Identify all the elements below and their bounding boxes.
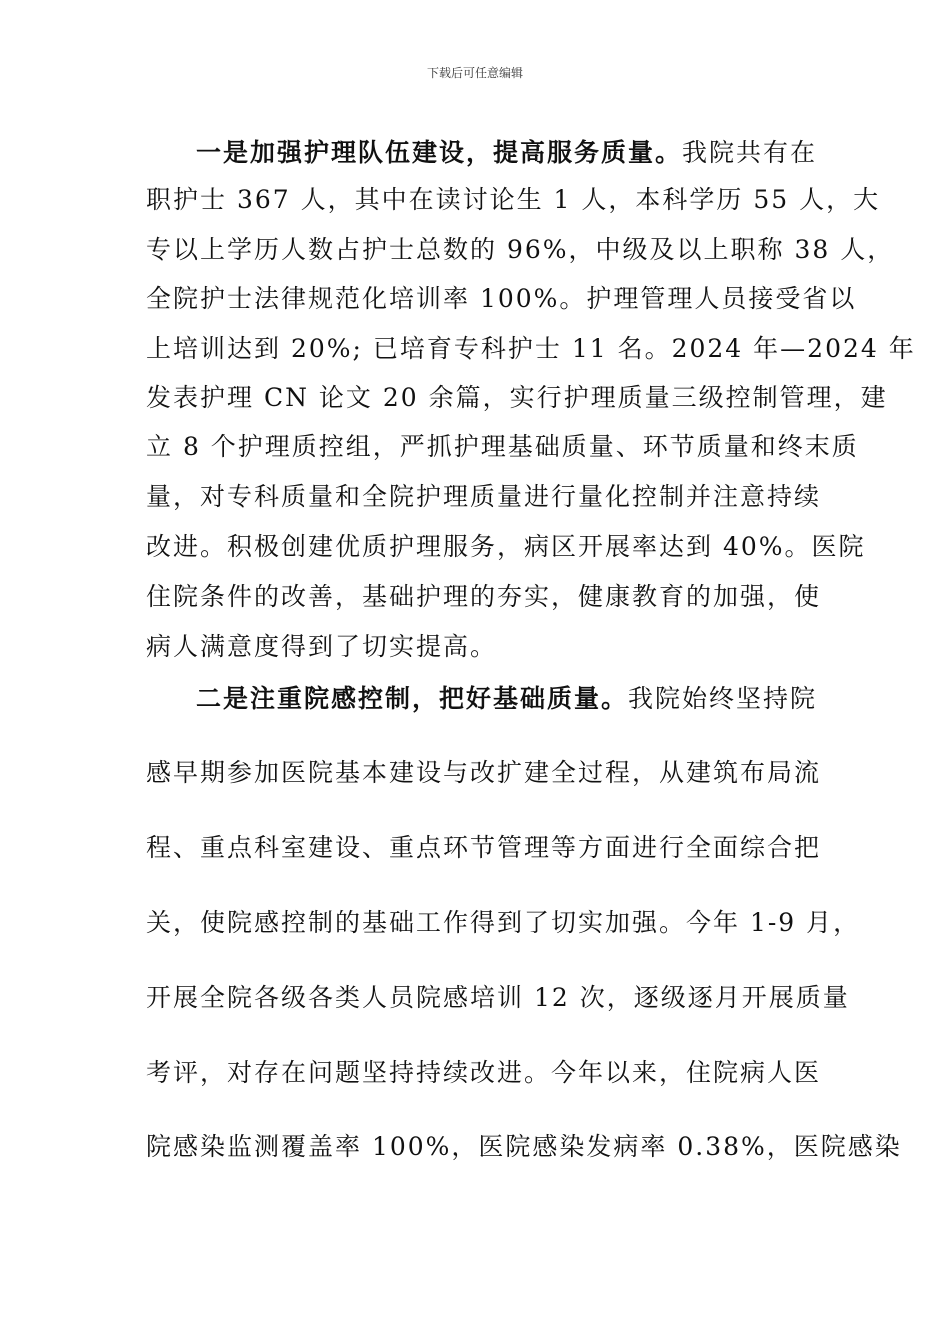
paragraph-1-line-4: 全院护士法律规范化培训率 100%。护理管理人员接受省以 xyxy=(146,284,857,313)
paragraph-1-text: 我院共有在 xyxy=(682,138,818,167)
paragraph-1-line-2: 职护士 367 人，其中在读讨论生 1 人，本科学历 55 人，大 xyxy=(146,185,881,214)
paragraph-1-line-5: 上培训达到 20%; 已培育专科护士 11 名。2024 年—2024 年 xyxy=(146,334,916,363)
paragraph-2-line-7: 院感染监测覆盖率 100%，医院感染发病率 0.38%，医院感染 xyxy=(146,1132,902,1161)
paragraph-2-line-5: 开展全院各级各类人员院感培训 12 次，逐级逐月开展质量 xyxy=(146,983,850,1012)
paragraph-1-line-7: 立 8 个护理质控组，严抓护理基础质量、环节质量和终末质 xyxy=(146,432,859,461)
page-header-note: 下载后可任意编辑 xyxy=(426,66,523,80)
paragraph-1-line-9: 改进。积极创建优质护理服务，病区开展率达到 40%。医院 xyxy=(146,532,866,561)
paragraph-1-line-11: 病人满意度得到了切实提高。 xyxy=(146,632,498,661)
paragraph-2-line-1 xyxy=(196,684,817,714)
paragraph-1-line-1 xyxy=(196,138,817,168)
paragraph-1-line-10: 住院条件的改善，基础护理的夯实，健康教育的加强，使 xyxy=(146,582,822,611)
paragraph-2-line-4: 关，使院感控制的基础工作得到了切实加强。今年 1-9 月， xyxy=(146,908,861,937)
paragraph-2-line-3: 程、重点科室建设、重点环节管理等方面进行全面综合把 xyxy=(146,833,822,862)
paragraph-1-line-8: 量，对专科质量和全院护理质量进行量化控制并注意持续 xyxy=(146,482,822,511)
paragraph-2-text: 我院始终坚持院 xyxy=(628,684,818,713)
paragraph-1-line-3: 专以上学历人数占护士总数的 96%，中级及以上职称 38 人， xyxy=(146,235,895,264)
paragraph-2-line-2: 感早期参加医院基本建设与改扩建全过程，从建筑布局流 xyxy=(146,758,822,787)
paragraph-2-line-6: 考评，对存在问题坚持持续改进。今年以来，住院病人医 xyxy=(146,1058,822,1087)
paragraph-1-lead: 一是加强护理队伍建设，提高服务质量。 xyxy=(196,138,683,167)
paragraph-2-lead: 二是注重院感控制，把好基础质量。 xyxy=(196,684,629,713)
paragraph-1-line-6: 发表护理 CN 论文 20 余篇，实行护理质量三级控制管理，建 xyxy=(146,383,888,412)
